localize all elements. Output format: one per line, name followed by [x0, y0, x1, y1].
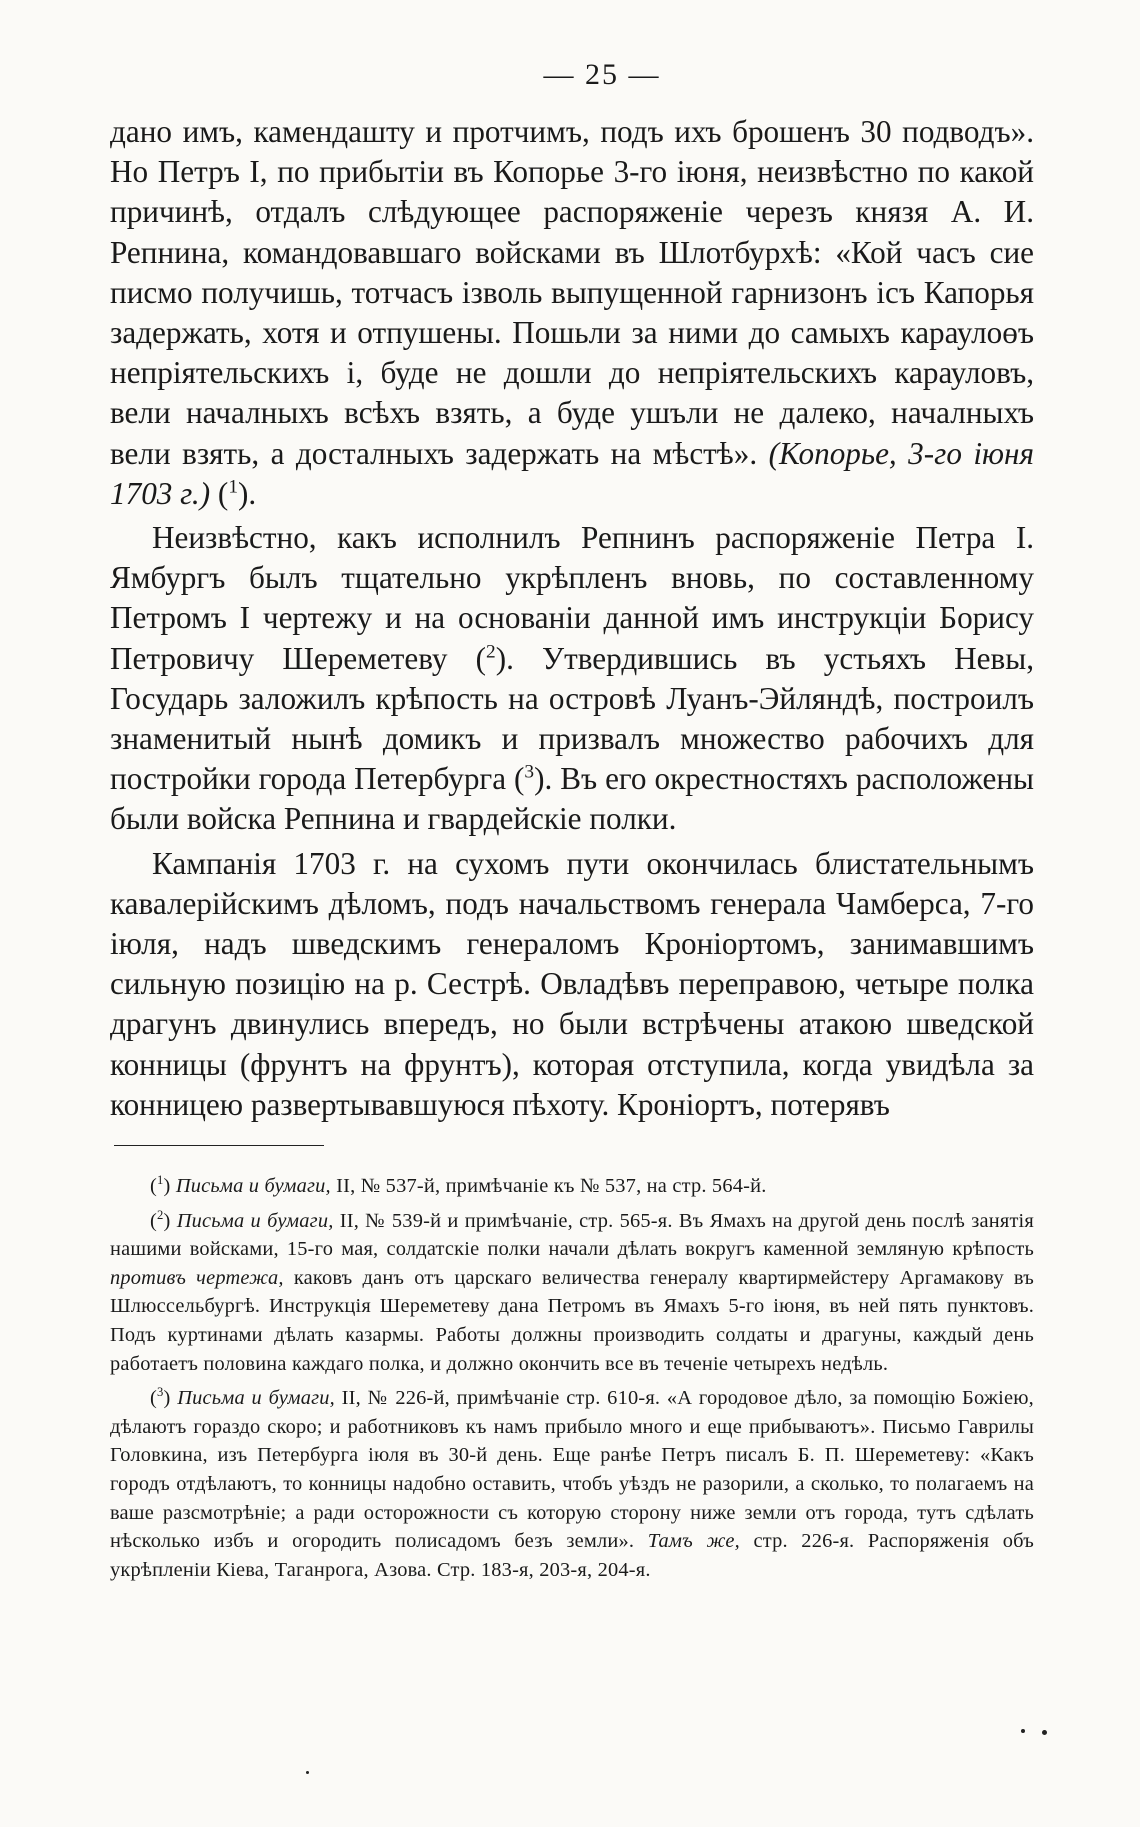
page-number: — 25 — [543, 58, 661, 91]
italic-text: противъ чертежа, [110, 1266, 284, 1289]
italic-text: Письма и бумаги, [175, 1175, 331, 1198]
footnote-ref: 2 [486, 641, 496, 663]
text-run: ) [163, 1387, 178, 1410]
ink-speck [1021, 1729, 1025, 1733]
italic-text: Письма и бумаги, [176, 1209, 334, 1232]
footnotes [110, 1172, 1034, 1584]
text-run: ( [210, 475, 229, 511]
ink-speck [306, 1771, 309, 1774]
footnote-ref: 2 [157, 1207, 164, 1222]
ink-speck [1042, 1730, 1047, 1735]
footnote-ref: 1 [157, 1173, 164, 1188]
footnote-3 [110, 1384, 1034, 1584]
text-run: каковъ данъ отъ царскаго величества генералу квартирмейстеру Аргамакову въ Шлюссельбургѣ. Инструкція Шереметеву дана Петромъ въ Ямахъ 5-го іюня, въ ней пять пунктовъ. Подъ куртинами дѣлать казармы. Работы должны производить солдаты и драгуны, каждый день работаетъ половина каждаго полка, и должно окончить все въ теченіе четырехъ недѣль. [110, 1266, 1034, 1375]
text-run: ). Въ его окрестностяхъ расположены были войска Репнина и гвардейскіе полки. [110, 761, 1035, 837]
text-run: ( [150, 1209, 157, 1232]
text-run: ). [237, 475, 257, 511]
footnote-ref: 3 [524, 761, 535, 783]
text-run: II, № 226-й, примѣчаніе стр. 610-я. «А городовое дѣло, за помощію Божіею, дѣлаютъ гораздо скоро; и работниковъ къ намъ прибыло много и еще прибываютъ». Письмо Гаврилы Головкина, изъ Петербурга іюля въ 30-й день. Еще ранѣе Петръ писалъ Б. П. Шереметеву: «Какъ городъ отдѣлаютъ, то конницы надобно оставить, чтобъ уѣздъ не разорили, а сколько, то полагаемъ на ваше разсмотрѣніе; а ради осторожности съ которую сторону ниже земли отъ города, тутъ сдѣлать нѣсколько избъ и огородить полисадомъ безъ земли». [110, 1387, 1034, 1553]
italic-text: Письма и бумаги, [177, 1387, 335, 1410]
text-run: ). Утвердившись въ устьяхъ Невы, Государь заложилъ крѣпость на островѣ Луанъ-Эйляндѣ, построилъ знаменитый нынѣ домикъ и призвалъ множество рабочихъ для постройки города Петербурга ( [110, 640, 1034, 797]
footnote-ref: 3 [157, 1385, 164, 1400]
text-run: II, № 539-й и примѣчаніе, стр. 565-я. Въ Ямахъ на другой день послѣ занятія нашими войсками, 15-го мая, солдатскіе полки начали дѣлать вокругъ каменной земляную крѣпость [110, 1209, 1035, 1261]
text-run: ( [150, 1175, 157, 1198]
footnote-2 [110, 1207, 1034, 1379]
main-text [110, 112, 1034, 1125]
text-run: дано имъ, камендашту и протчимъ, подъ ихъ брошенъ 30 подводъ». Но Петръ I, по прибытіи въ Копорье 3-го іюня, неизвѣстно по какой причинѣ, отдалъ слѣдующее распоряженіе черезъ князя А. И. Репнина, командовавшаго войсками въ Шлотбурхѣ: «Кой часъ сие писмо получишь, тотчасъ ізволь выпущенной гарнизонъ ісъ Капорья задержать, хотя и отпушены. Пошьли за ними до самыхъ караулоөъ непріятельскихъ і, буде не дошли до непріятельскихъ карауловъ, вели началныхъ всѣхъ взять, а буде ушъли не далеко, началныхъ вели взять, а досталныхъ задержать на мѣстѣ». [110, 114, 1034, 471]
text-run: ) [163, 1209, 177, 1232]
footnote-divider [114, 1145, 324, 1146]
paragraph-1 [110, 112, 1034, 514]
italic-text: Тамъ же, [647, 1530, 740, 1553]
text-run: стр. 226-я. Распоряженія объ укрѣпленіи Кіева, Таганрога, Азова. Стр. 183-я, 203-я, 204-я. [110, 1530, 1034, 1581]
text-run: II, № 537-й, примѣчаніе къ № 537, на стр. 564-й. [330, 1175, 767, 1198]
footnote-1 [110, 1172, 1034, 1201]
text-run: Кампанія 1703 г. на сухомъ пути окончилась блистательнымъ кавалерійскимъ дѣломъ, подъ начальствомъ генерала Чамберса, 7-го іюля, надъ шведскимъ генераломъ Кроніортомъ, занимавшимъ сильную позицію на р. Сестрѣ. Овладѣвъ переправою, четыре полка драгунъ двинулись впередъ, но были встрѣчены атакою шведской конницы (фрунтъ на фрунтъ), которая отступила, когда увидѣла за конницею развертывавшуюся пѣхоту. Кроніортъ, потерявъ [110, 845, 1034, 1122]
text-run: ( [150, 1387, 157, 1410]
text-run: ) [163, 1175, 176, 1198]
paragraph-3 [110, 844, 1034, 1125]
paragraph-2 [110, 518, 1034, 840]
text-run: Неизвѣстно, какъ исполнилъ Репнинъ распоряженіе Петра I. Ямбургъ былъ тщательно укрѣпленъ вновь, по составленному Петромъ I чертежу и на основаніи данной имъ инструкціи Борису Петровичу Шереметеву ( [110, 520, 1034, 676]
italic-text: (Копорье, 3-го іюня 1703 г.) [110, 435, 1034, 511]
footnote-ref: 1 [228, 476, 238, 498]
